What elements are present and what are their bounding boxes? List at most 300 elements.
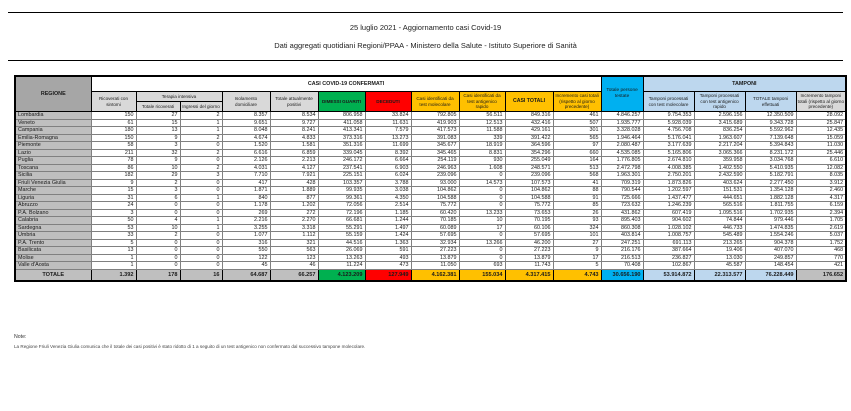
data-cell: 725.666 — [601, 194, 643, 202]
data-cell: 57.695 — [411, 232, 459, 240]
region-name-cell: Calabria — [15, 217, 91, 225]
col-header-tamponi-totale: TOTALE tamponi effettuati — [745, 92, 796, 112]
data-cell: 5.176.041 — [643, 134, 694, 142]
data-cell: 2.432.590 — [694, 172, 745, 180]
data-cell: 12.350.509 — [745, 112, 796, 120]
data-cell: 2 — [136, 232, 180, 240]
data-cell: 0 — [180, 247, 222, 255]
table-row — [15, 164, 846, 172]
data-cell: 545.489 — [694, 232, 745, 240]
data-cell: 239.096 — [505, 172, 553, 180]
data-cell: 1.244 — [365, 217, 411, 225]
table-row — [15, 142, 846, 150]
data-cell: 904.378 — [745, 239, 796, 247]
data-cell: 58 — [91, 142, 136, 150]
col-header-tamponi-antigenico: Tamponi processati con test antigenico rapido — [694, 92, 745, 112]
data-cell: 9 — [136, 134, 180, 142]
data-cell: 216.176 — [601, 247, 643, 255]
data-cell: 513 — [553, 164, 601, 172]
total-cell: 4.317.415 — [505, 269, 553, 281]
data-cell: 11.224 — [318, 262, 365, 270]
data-cell: 1.354.128 — [745, 187, 796, 195]
data-cell: 1.185 — [365, 209, 411, 217]
data-cell: 78 — [91, 157, 136, 165]
data-cell: 8.241 — [270, 127, 318, 135]
col-header-attualmente-positivi: Totale attualmente positivi — [270, 92, 318, 112]
table-row — [15, 239, 846, 247]
region-name-cell: P.A. Bolzano — [15, 209, 91, 217]
data-cell: 2.619 — [796, 224, 846, 232]
data-cell: 6.664 — [365, 157, 411, 165]
data-cell: 5.165.806 — [643, 149, 694, 157]
data-cell: 19.406 — [694, 247, 745, 255]
total-cell: 30.656.190 — [601, 269, 643, 281]
data-cell: 877 — [270, 194, 318, 202]
data-cell: 9.727 — [270, 119, 318, 127]
data-cell: 417.573 — [411, 127, 459, 135]
data-cell: 103.357 — [318, 179, 365, 187]
data-cell: 2.126 — [222, 157, 270, 165]
data-cell: 2.217.204 — [694, 142, 745, 150]
data-cell: 57.695 — [505, 232, 553, 240]
data-cell: 591 — [365, 247, 411, 255]
data-cell: 373.316 — [318, 134, 365, 142]
data-cell: 13.879 — [505, 254, 553, 262]
data-cell: 4 — [136, 217, 180, 225]
data-cell: 391.083 — [411, 134, 459, 142]
data-cell: 17 — [553, 254, 601, 262]
data-cell: 45 — [222, 262, 270, 270]
data-cell: 44.516 — [318, 239, 365, 247]
data-cell: 0 — [459, 187, 505, 195]
data-cell: 1.363 — [365, 239, 411, 247]
data-cell: 102.867 — [643, 262, 694, 270]
table-row — [15, 119, 846, 127]
data-cell: 2.514 — [365, 202, 411, 210]
data-cell: 8.534 — [270, 112, 318, 120]
total-cell: 1.392 — [91, 269, 136, 281]
data-cell: 29 — [136, 172, 180, 180]
data-cell: 0 — [136, 247, 180, 255]
data-cell: 0 — [180, 262, 222, 270]
data-cell: 12.513 — [459, 119, 505, 127]
data-cell: 2 — [180, 134, 222, 142]
data-cell: 413.341 — [318, 127, 365, 135]
data-cell: 5.410.935 — [745, 164, 796, 172]
data-cell: 2.472.798 — [601, 164, 643, 172]
data-cell: 895.403 — [601, 217, 643, 225]
data-cell: 8.048 — [222, 127, 270, 135]
total-cell: 127.949 — [365, 269, 411, 281]
data-cell: 6.903 — [365, 164, 411, 172]
data-cell: 563 — [270, 247, 318, 255]
data-cell: 150 — [91, 134, 136, 142]
table-row — [15, 262, 846, 270]
data-cell: 1 — [180, 194, 222, 202]
data-cell: 1.776.805 — [601, 157, 643, 165]
data-cell: 13.263 — [318, 254, 365, 262]
region-name-cell: Puglia — [15, 157, 91, 165]
data-cell: 1.008.757 — [643, 232, 694, 240]
data-cell: 1.520 — [222, 142, 270, 150]
data-cell: 7.139.648 — [745, 134, 796, 142]
table-row — [15, 254, 846, 262]
data-cell: 849.316 — [505, 112, 553, 120]
data-cell: 32 — [136, 149, 180, 157]
data-cell: 239.096 — [411, 172, 459, 180]
data-cell: 9.754.353 — [643, 112, 694, 120]
data-cell: 246.963 — [411, 164, 459, 172]
data-cell: 216.513 — [601, 254, 643, 262]
data-cell: 4.127 — [270, 164, 318, 172]
total-cell: 4.162.381 — [411, 269, 459, 281]
data-cell: 99.361 — [318, 194, 365, 202]
region-name-cell: Lazio — [15, 149, 91, 157]
data-cell: 1.178 — [222, 202, 270, 210]
data-cell: 568 — [553, 172, 601, 180]
data-cell: 550 — [222, 247, 270, 255]
col-header-deceduti: DECEDUTI — [365, 92, 411, 112]
data-cell: 9.651 — [222, 119, 270, 127]
data-cell: 55.159 — [318, 232, 365, 240]
data-cell: 26 — [553, 209, 601, 217]
data-cell: 2 — [136, 179, 180, 187]
data-cell: 0 — [180, 239, 222, 247]
data-cell: 723.632 — [601, 202, 643, 210]
data-cell: 0 — [136, 202, 180, 210]
data-cell: 2.080.487 — [601, 142, 643, 150]
data-cell: 6.616 — [222, 149, 270, 157]
data-cell: 3.038 — [365, 187, 411, 195]
data-cell: 364.596 — [505, 142, 553, 150]
data-cell: 446.733 — [694, 224, 745, 232]
total-cell: 22.313.577 — [694, 269, 745, 281]
data-cell: 73.653 — [505, 209, 553, 217]
data-cell: 0 — [459, 172, 505, 180]
data-cell: 88 — [553, 187, 601, 195]
data-cell: 2.270 — [270, 217, 318, 225]
total-cell: 16 — [180, 269, 222, 281]
data-cell: 1.112 — [270, 232, 318, 240]
data-cell: 85 — [553, 202, 601, 210]
data-cell: 345.465 — [411, 149, 459, 157]
data-cell: 55.291 — [318, 224, 365, 232]
data-cell: 3.328.028 — [601, 127, 643, 135]
data-cell: 12.082 — [796, 164, 846, 172]
region-name-cell: Basilicata — [15, 247, 91, 255]
group-header-terapia-intensiva: Terapia intensiva — [136, 92, 222, 102]
data-cell: 359.958 — [694, 157, 745, 165]
data-cell: 1.497 — [365, 224, 411, 232]
data-cell: 27 — [136, 112, 180, 120]
data-cell: 7.579 — [365, 127, 411, 135]
data-cell: 15 — [136, 119, 180, 127]
data-cell: 14.573 — [459, 179, 505, 187]
data-cell: 72.056 — [318, 202, 365, 210]
data-cell: 0 — [136, 254, 180, 262]
data-cell: 10 — [136, 224, 180, 232]
data-cell: 6 — [136, 194, 180, 202]
data-cell: 7.710 — [222, 172, 270, 180]
data-cell: 11.631 — [365, 119, 411, 127]
data-cell: 1.246.239 — [643, 202, 694, 210]
data-cell: 1.963.607 — [694, 134, 745, 142]
data-cell: 1.474.835 — [745, 224, 796, 232]
col-header-totale-ricoverati: Totale ricoverati — [136, 102, 180, 112]
data-cell: 351.316 — [318, 142, 365, 150]
covid-data-table — [14, 75, 847, 282]
data-cell: 122 — [222, 254, 270, 262]
data-cell: 60.089 — [411, 224, 459, 232]
region-name-cell: Molise — [15, 254, 91, 262]
data-cell: 93.000 — [411, 179, 459, 187]
data-cell: 1.889 — [270, 187, 318, 195]
region-name-cell: Toscana — [15, 164, 91, 172]
title-box — [8, 12, 843, 61]
total-cell: 4.743 — [553, 269, 601, 281]
table-row — [15, 202, 846, 210]
data-cell: 6.859 — [270, 149, 318, 157]
data-cell: 11.050 — [411, 262, 459, 270]
data-cell: 66.681 — [318, 217, 365, 225]
data-cell: 5.394.843 — [745, 142, 796, 150]
data-cell: 9 — [136, 157, 180, 165]
data-cell: 3 — [91, 209, 136, 217]
data-cell: 904.602 — [643, 217, 694, 225]
data-cell: 11.699 — [365, 142, 411, 150]
data-cell: 0 — [180, 209, 222, 217]
data-cell: 316 — [222, 239, 270, 247]
table-row — [15, 157, 846, 165]
data-cell: 0 — [180, 254, 222, 262]
data-cell: 180 — [91, 127, 136, 135]
data-cell: 5 — [553, 262, 601, 270]
data-cell: 10 — [136, 164, 180, 172]
data-cell: 4.535.085 — [601, 149, 643, 157]
data-cell: 70.185 — [411, 217, 459, 225]
data-cell: 9 — [553, 247, 601, 255]
data-cell: 4.350 — [365, 194, 411, 202]
data-cell: 74.844 — [694, 217, 745, 225]
data-cell: 123 — [270, 254, 318, 262]
data-cell: 56.511 — [459, 112, 505, 120]
data-cell: 5.182.791 — [745, 172, 796, 180]
report-title-line1: 25 luglio 2021 - Aggiornamento casi Covid-19 — [349, 22, 502, 32]
data-cell: 419.903 — [411, 119, 459, 127]
data-cell: 4.846.257 — [601, 112, 643, 120]
data-cell: 33.824 — [365, 112, 411, 120]
data-cell: 237.541 — [318, 164, 365, 172]
data-cell: 1 — [91, 262, 136, 270]
data-cell: 1.946.464 — [601, 134, 643, 142]
table-row — [15, 217, 846, 225]
table-row — [15, 134, 846, 142]
data-cell: 269 — [222, 209, 270, 217]
data-cell: 2.216 — [222, 217, 270, 225]
data-cell: 8.035 — [796, 172, 846, 180]
table-row — [15, 149, 846, 157]
data-cell: 660 — [553, 149, 601, 157]
data-cell: 13 — [136, 127, 180, 135]
data-cell: 345.677 — [411, 142, 459, 150]
data-cell: 107.573 — [505, 179, 553, 187]
data-cell: 1.871 — [222, 187, 270, 195]
data-cell: 31 — [91, 194, 136, 202]
data-cell: 1.873.826 — [643, 179, 694, 187]
data-cell: 15.059 — [796, 134, 846, 142]
data-cell: 8.831 — [459, 149, 505, 157]
col-header-isolamento: Isolamento domiciliare — [222, 92, 270, 112]
data-cell: 3.255 — [222, 224, 270, 232]
data-cell: 246.172 — [318, 157, 365, 165]
note-text: La Regione Friuli Venezia Giulia comunica che il totale dei casi positivi è stato ridotto di 1 a seguito di un test antigenico non confermato dal successivo tampone molecolare. — [14, 344, 366, 349]
data-cell: 50 — [91, 217, 136, 225]
data-cell: 13.879 — [411, 254, 459, 262]
data-cell: 28.092 — [796, 112, 846, 120]
col-header-dimessi-guariti: DIMESSI GUARITI — [318, 92, 365, 112]
data-cell: 9.343.728 — [745, 119, 796, 127]
region-name-cell: Friuli Venezia Giulia — [15, 179, 91, 187]
data-cell: 0 — [180, 179, 222, 187]
data-cell: 1.202.597 — [643, 187, 694, 195]
data-cell: 6.159 — [796, 202, 846, 210]
data-cell: 13.266 — [459, 239, 505, 247]
data-cell: 1 — [91, 254, 136, 262]
data-cell: 1.554.246 — [745, 232, 796, 240]
data-cell: 1 — [180, 217, 222, 225]
data-cell: 6.610 — [796, 157, 846, 165]
data-cell: 101 — [553, 232, 601, 240]
data-cell: 565 — [553, 134, 601, 142]
total-cell: 64.687 — [222, 269, 270, 281]
data-cell: 27.223 — [505, 247, 553, 255]
data-cell: 24 — [91, 202, 136, 210]
table-row — [15, 172, 846, 180]
data-cell: 0 — [180, 157, 222, 165]
data-cell: 403.814 — [601, 232, 643, 240]
data-cell: 99.935 — [318, 187, 365, 195]
data-cell: 75.772 — [505, 202, 553, 210]
data-cell: 254.119 — [411, 157, 459, 165]
data-cell: 211 — [91, 149, 136, 157]
total-cell: 176.652 — [796, 269, 846, 281]
region-name-cell: Abruzzo — [15, 202, 91, 210]
table-row — [15, 127, 846, 135]
region-name-cell: Marche — [15, 187, 91, 195]
data-cell: 428 — [270, 179, 318, 187]
data-cell: 25.847 — [796, 119, 846, 127]
data-cell: 1.437.477 — [643, 194, 694, 202]
data-cell: 27.223 — [411, 247, 459, 255]
table-row — [15, 247, 846, 255]
data-cell: 2.750.201 — [643, 172, 694, 180]
data-cell: 27 — [553, 239, 601, 247]
data-cell: 607.419 — [643, 209, 694, 217]
data-cell: 2.213 — [270, 157, 318, 165]
data-cell: 60.106 — [505, 224, 553, 232]
data-cell: 0 — [136, 262, 180, 270]
total-cell: 66.257 — [270, 269, 318, 281]
data-cell: 3.415.689 — [694, 119, 745, 127]
data-cell: 247.251 — [601, 239, 643, 247]
note-label: Note: — [14, 334, 27, 340]
table-row — [15, 187, 846, 195]
report-title-line2: Dati aggregati quotidiani Regioni/PPAA - Ministero della Salute - Istituto Superiore di Sanità — [274, 41, 577, 51]
data-cell: 104.862 — [505, 187, 553, 195]
data-cell: 507 — [553, 119, 601, 127]
data-cell: 391.422 — [505, 134, 553, 142]
data-cell: 104.588 — [505, 194, 553, 202]
data-cell: 421 — [796, 262, 846, 270]
data-cell: 930 — [459, 157, 505, 165]
data-cell: 339 — [459, 134, 505, 142]
data-cell: 1 — [180, 127, 222, 135]
data-cell: 26.069 — [318, 247, 365, 255]
data-cell: 1.581 — [270, 142, 318, 150]
table-row — [15, 112, 846, 120]
data-cell: 4.756.708 — [643, 127, 694, 135]
data-cell: 12.435 — [796, 127, 846, 135]
total-cell: 178 — [136, 269, 180, 281]
data-cell: 0 — [180, 202, 222, 210]
data-cell: 3 — [136, 142, 180, 150]
data-cell: 13.233 — [459, 209, 505, 217]
data-cell: 164 — [553, 157, 601, 165]
table-row — [15, 224, 846, 232]
col-header-casi-molecolare: Casi identificati da test molecolare — [411, 92, 459, 112]
total-row-label: TOTALE — [15, 269, 91, 281]
data-cell: 321 — [270, 239, 318, 247]
region-name-cell: Veneto — [15, 119, 91, 127]
total-cell: 4.123.209 — [318, 269, 365, 281]
data-cell: 104.588 — [411, 194, 459, 202]
data-cell: 2 — [180, 164, 222, 172]
data-cell: 417 — [222, 179, 270, 187]
data-cell: 0 — [459, 194, 505, 202]
data-cell: 3.788 — [365, 179, 411, 187]
data-cell: 1.811.755 — [745, 202, 796, 210]
data-cell: 339.045 — [318, 149, 365, 157]
total-cell: 155.034 — [459, 269, 505, 281]
data-cell: 13.030 — [694, 254, 745, 262]
data-cell: 5 — [91, 239, 136, 247]
data-cell: 461 — [553, 112, 601, 120]
data-cell: 236.827 — [643, 254, 694, 262]
data-cell: 213.265 — [694, 239, 745, 247]
data-cell: 1.935.777 — [601, 119, 643, 127]
data-cell: 151.531 — [694, 187, 745, 195]
table-body — [15, 112, 846, 281]
data-cell: 354.296 — [505, 149, 553, 157]
data-cell: 403.624 — [694, 179, 745, 187]
data-cell: 1.752 — [796, 239, 846, 247]
data-cell: 53 — [91, 224, 136, 232]
data-cell: 13 — [91, 247, 136, 255]
data-cell: 97 — [553, 142, 601, 150]
col-header-incremento-tamponi: Incremento tamponi totali (rispetto al giorno precedente) — [796, 92, 846, 112]
data-cell: 5.037 — [796, 232, 846, 240]
data-cell: 301 — [553, 127, 601, 135]
region-name-cell: Valle d'Aosta — [15, 262, 91, 270]
data-cell: 1.608 — [459, 164, 505, 172]
data-cell: 8.231.172 — [745, 149, 796, 157]
col-header-ricoverati-sintomi: Ricoverati con sintomi — [91, 92, 136, 112]
data-cell: 387.664 — [643, 247, 694, 255]
data-cell: 8.392 — [365, 149, 411, 157]
col-header-ingressi-giorno: Ingressi del giorno — [180, 102, 222, 112]
data-cell: 41 — [553, 179, 601, 187]
data-cell: 860.308 — [601, 224, 643, 232]
